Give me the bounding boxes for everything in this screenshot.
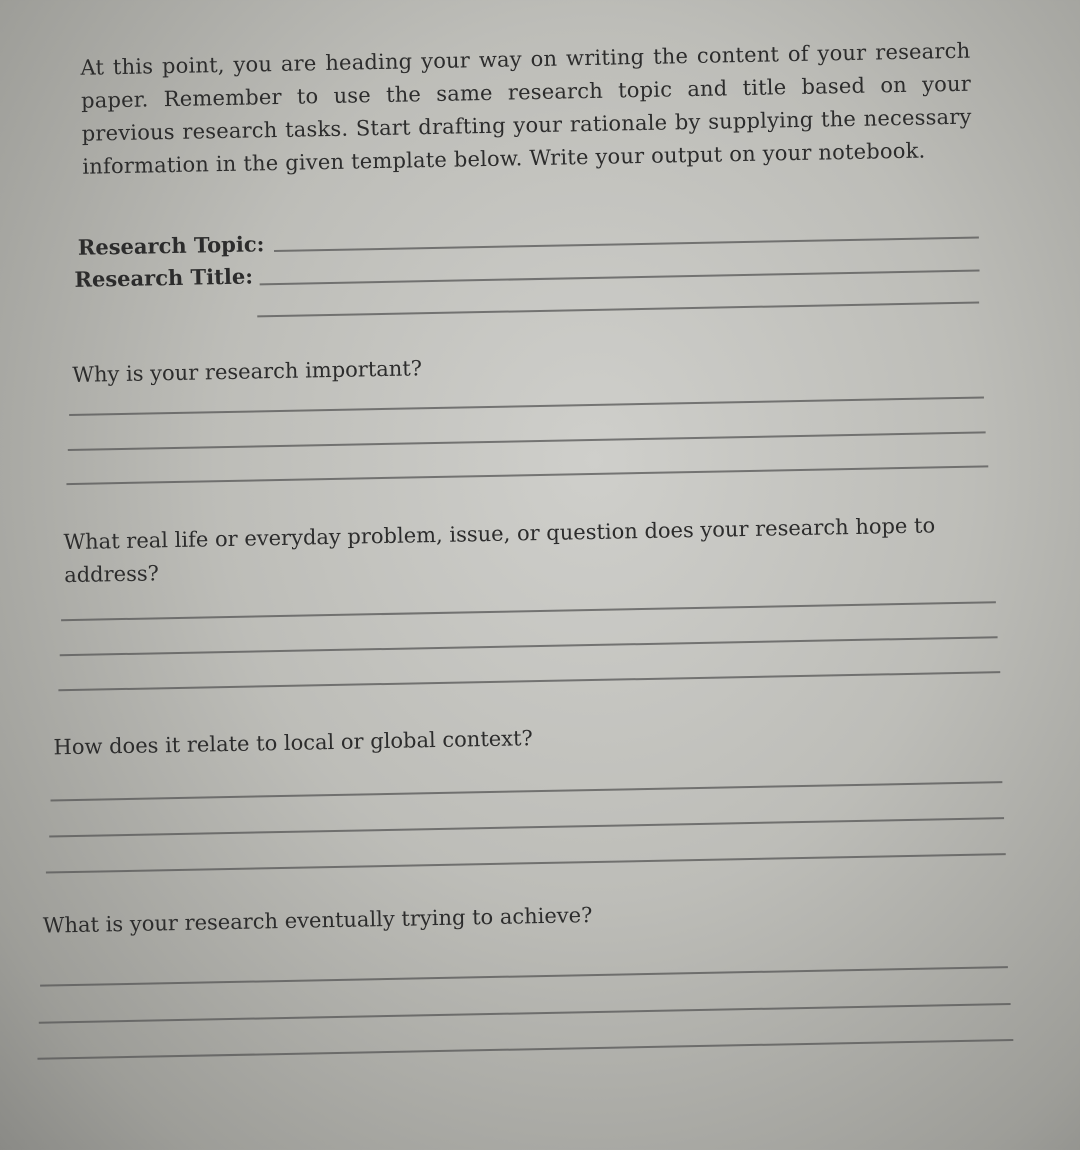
answer-line[interactable] <box>69 396 984 416</box>
answer-line[interactable] <box>61 601 996 621</box>
answer-line[interactable] <box>66 465 988 485</box>
answer-line[interactable] <box>58 671 1000 691</box>
research-title-line-2[interactable] <box>257 302 979 318</box>
answer-line[interactable] <box>39 1003 1011 1024</box>
answer-line[interactable] <box>40 966 1008 987</box>
instructions-paragraph: At this point, you are heading your way on writing the content of your research paper. Remember to use the same research topic and title based on your previous research tasks. Start drafting your rationale by supplying the necessary information in the given template below. Write your output on your notebook. <box>80 38 972 179</box>
research-topic-line[interactable] <box>274 237 979 253</box>
answer-line[interactable] <box>46 853 1006 873</box>
answer-line[interactable] <box>60 636 998 656</box>
answer-line[interactable] <box>37 1039 1013 1060</box>
question-problem: What real life or everyday problem, issue, or question does your research hope to address? <box>63 513 936 588</box>
question-importance: Why is your research important? <box>72 356 423 387</box>
question-achievement: What is your research eventually trying to achieve? <box>42 903 593 938</box>
research-topic-label: Research Topic: <box>77 231 265 260</box>
answer-line[interactable] <box>51 781 1003 801</box>
research-title-line[interactable] <box>260 270 980 286</box>
answer-line[interactable] <box>68 431 986 451</box>
question-context: How does it relate to local or global context? <box>53 726 533 760</box>
research-title-label: Research Title: <box>74 263 254 292</box>
answer-line[interactable] <box>49 817 1004 837</box>
